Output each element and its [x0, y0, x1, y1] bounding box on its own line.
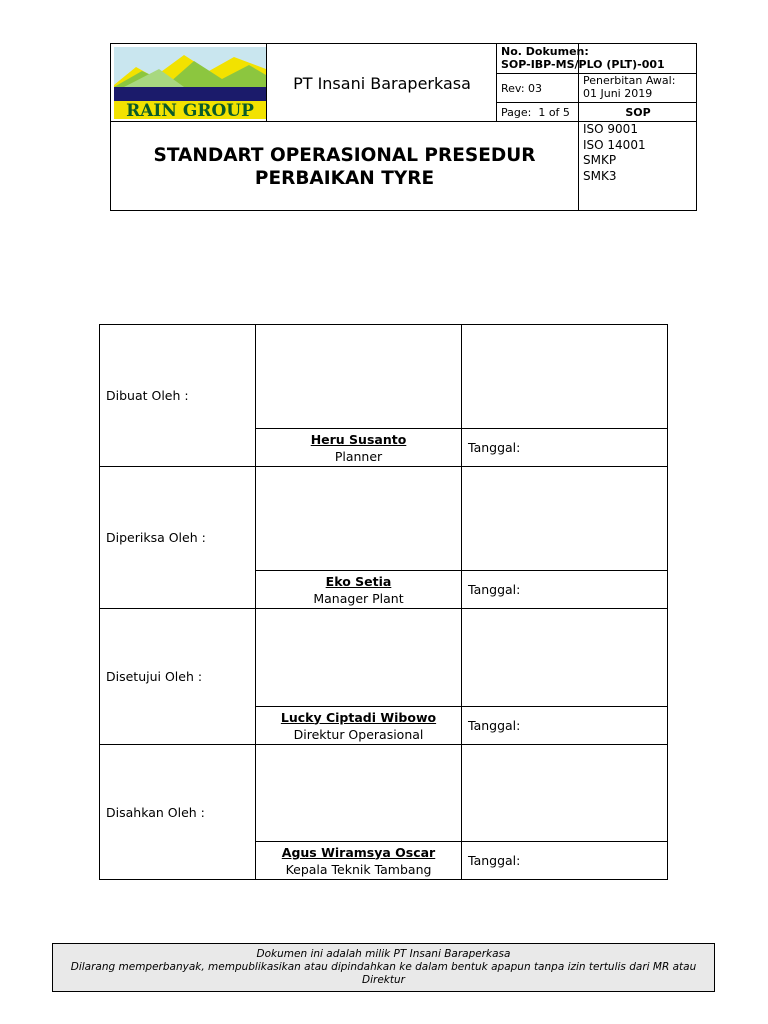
- signatory-position: Manager Plant: [313, 590, 404, 606]
- header-divider: [578, 74, 579, 102]
- signatory: [256, 429, 462, 467]
- title-line-1: STANDART OPERASIONAL PRESEDUR: [153, 145, 536, 166]
- footer-line-2: Dilarang memperbanyak, mempublikasikan atau dipindahkan ke dalam bentuk apapun tanpa izin tertulis dari MR atau Direktur: [70, 961, 697, 986]
- signatory: [256, 707, 462, 745]
- standard-item: ISO 9001: [583, 122, 638, 136]
- approval-row: [100, 609, 668, 707]
- company-logo: [114, 47, 266, 119]
- date-label: Tanggal:: [462, 842, 668, 880]
- header-divider: [266, 44, 267, 122]
- header-divider: [496, 44, 497, 122]
- stamp-box: [462, 467, 668, 571]
- document-header: [110, 43, 697, 211]
- page-number: Page: 1 of 5: [501, 105, 570, 119]
- stamp-box: [462, 745, 668, 842]
- standard-item: SMK3: [583, 168, 617, 183]
- signatory: [256, 571, 462, 609]
- company-name: PT Insani Baraperkasa: [293, 73, 471, 93]
- rain-group-logo-graphic: [114, 47, 266, 119]
- signature-box: [256, 609, 462, 707]
- signature-box: [256, 745, 462, 842]
- issue-date: 01 Juni 2019: [583, 87, 653, 100]
- standard-item: ISO 14001: [583, 137, 646, 152]
- approval-row: [100, 467, 668, 571]
- date-label: Tanggal:: [462, 707, 668, 745]
- stamp-box: [462, 325, 668, 429]
- revision: Rev: 03: [501, 81, 543, 95]
- confidentiality-footer: [52, 943, 715, 992]
- approval-row: [100, 325, 668, 429]
- issue-label: Penerbitan Awal:: [583, 74, 676, 87]
- signature-box: [256, 325, 462, 429]
- signature-box: [256, 467, 462, 571]
- document-type: SOP: [625, 105, 651, 119]
- document-number: [501, 45, 696, 73]
- doc-no-value: SOP-IBP-MS/PLO (PLT)-001: [501, 58, 665, 71]
- doc-no-label: No. Dokumen:: [501, 45, 589, 58]
- approval-table: [99, 324, 668, 880]
- signatory-position: Kepala Teknik Tambang: [285, 861, 432, 877]
- signatory-name: Lucky Ciptadi Wibowo: [280, 709, 437, 725]
- standard-item: SMKP: [583, 153, 617, 167]
- approval-role: Diperiksa Oleh :: [100, 467, 256, 609]
- standards-list: [583, 122, 693, 202]
- stamp-box: [462, 609, 668, 707]
- signatory: [256, 842, 462, 880]
- approval-row: [100, 745, 668, 842]
- logo-text: RAIN GROUP: [126, 101, 254, 119]
- initial-issue: [583, 74, 696, 102]
- approval-role: Disahkan Oleh :: [100, 745, 256, 880]
- date-label: Tanggal:: [462, 571, 668, 609]
- title-line-2: PERBAIKAN TYRE: [254, 168, 435, 189]
- signatory-name: Heru Susanto: [310, 431, 407, 447]
- approval-role: Dibuat Oleh :: [100, 325, 256, 467]
- document-title: [111, 122, 578, 212]
- signatory-name: Eko Setia: [325, 573, 392, 589]
- footer-line-1: Dokumen ini adalah milik PT Insani Baraperkasa: [256, 948, 511, 960]
- approval-role: Disetujui Oleh :: [100, 609, 256, 745]
- date-label: Tanggal:: [462, 429, 668, 467]
- signatory-name: Agus Wiramsya Oscar: [281, 844, 436, 860]
- signatory-position: Direktur Operasional: [293, 726, 424, 742]
- signatory-position: Planner: [334, 448, 383, 464]
